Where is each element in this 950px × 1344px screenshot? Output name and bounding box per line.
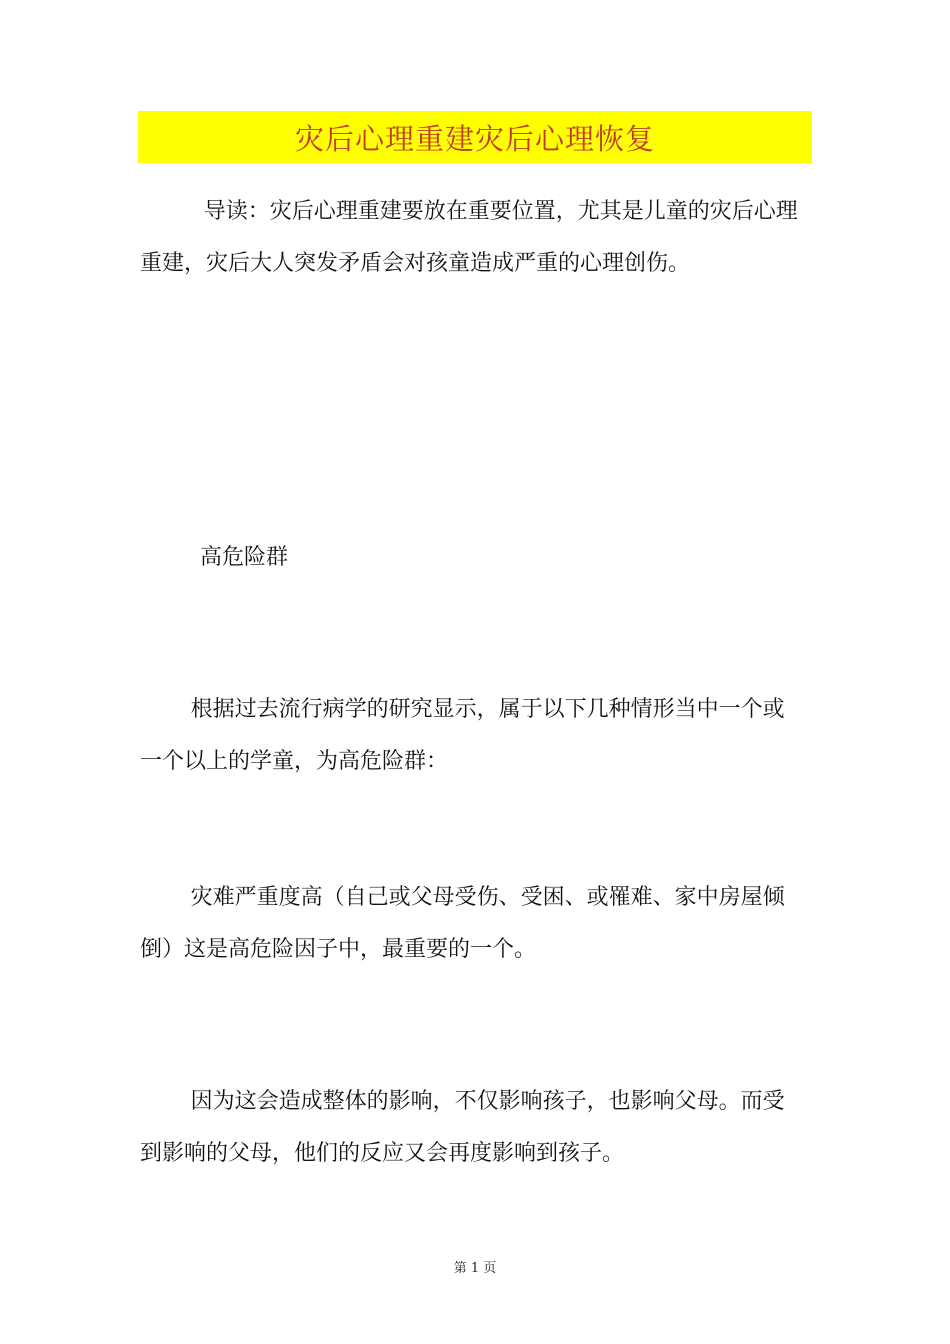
title-highlight-bar [138,111,812,163]
body-paragraph-2: 灾难严重度高（自己或父母受伤、受困、或罹难、家中房屋倾倒）这是高危险因子中，最重要的一个。 [140,885,785,962]
body-paragraph-3: 因为这会造成整体的影响，不仅影响孩子，也影响父母。而受到影响的父母，他们的反应又会再度影响到孩子。 [140,1089,785,1166]
page-number-footer: 第 1 页 [453,1261,497,1276]
section-heading: 高危险群 [200,545,289,570]
document-title: 灾后心理重建灾后心理恢复 [294,121,655,156]
body-paragraph-1: 根据过去流行病学的研究显示，属于以下几种情形当中一个或一个以上的学童，为高危险群： [140,697,785,774]
intro-paragraph: 导读：灾后心理重建要放在重要位置，尤其是儿童的灾后心理重建，灾后大人突发矛盾会对孩童造成严重的心理创伤。 [140,199,798,276]
